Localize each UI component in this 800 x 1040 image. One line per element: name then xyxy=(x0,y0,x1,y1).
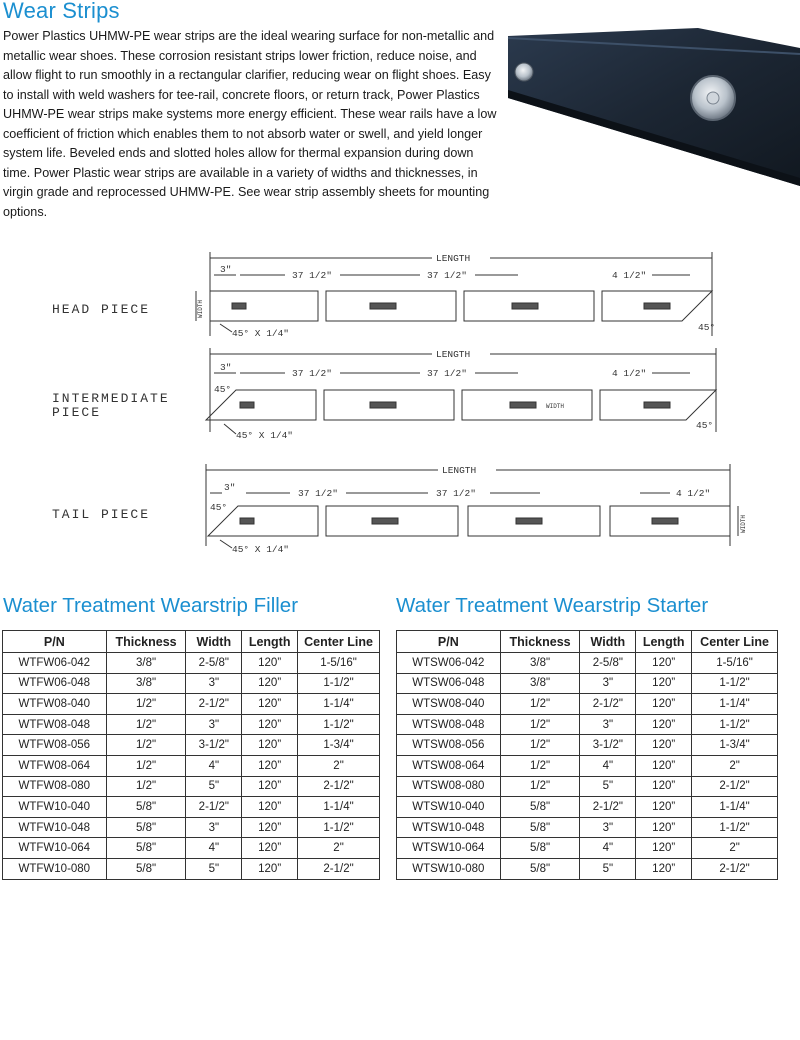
cell-center-line: 2" xyxy=(298,755,380,776)
head-dim-37-b: 37 1/2" xyxy=(427,270,467,281)
cell-width: 2-1/2" xyxy=(580,797,636,818)
intermediate-angle-top: 45° xyxy=(214,384,232,395)
col-pn: P/N xyxy=(397,631,501,653)
cell-length: 120” xyxy=(636,776,692,797)
cell-pn: WTSW10-040 xyxy=(397,797,501,818)
cell-length: 120” xyxy=(636,694,692,715)
cell-length: 120” xyxy=(242,797,298,818)
cell-thickness: 1/2" xyxy=(106,735,186,756)
table-row xyxy=(397,673,778,694)
starter-table-title: Water Treatment Wearstrip Starter xyxy=(396,594,709,617)
bolt-center xyxy=(707,92,719,104)
cell-width: 3" xyxy=(580,714,636,735)
cell-width: 5" xyxy=(580,858,636,879)
cell-center-line: 1-1/2" xyxy=(298,714,380,735)
col-length: Length xyxy=(242,631,298,653)
cell-thickness: 1/2" xyxy=(500,776,580,797)
cell-pn: WTSW08-080 xyxy=(397,776,501,797)
cell-width: 4" xyxy=(186,755,242,776)
table-row xyxy=(3,858,380,879)
table-row xyxy=(397,714,778,735)
tail-angle-top: 45° xyxy=(210,502,228,513)
cell-thickness: 5/8" xyxy=(500,797,580,818)
cell-center-line: 2-1/2" xyxy=(298,776,380,797)
table-row xyxy=(397,694,778,715)
cell-width: 3" xyxy=(580,817,636,838)
tail-dim-4: 4 1/2" xyxy=(676,488,711,499)
cell-width: 2-1/2" xyxy=(186,694,242,715)
col-center-line: Center Line xyxy=(298,631,380,653)
col-thickness: Thickness xyxy=(500,631,580,653)
cell-center-line: 1-5/16" xyxy=(692,653,778,674)
cell-pn: WTFW06-048 xyxy=(3,673,107,694)
cell-center-line: 2-1/2" xyxy=(692,858,778,879)
cell-length: 120” xyxy=(636,653,692,674)
table-row xyxy=(3,755,380,776)
cell-width: 3-1/2" xyxy=(186,735,242,756)
cell-thickness: 1/2" xyxy=(106,714,186,735)
cell-width: 3-1/2" xyxy=(580,735,636,756)
cell-center-line: 1-1/4" xyxy=(692,694,778,715)
table-row xyxy=(3,694,380,715)
intermediate-label-1: INTERMEDIATE xyxy=(52,391,170,406)
cell-thickness: 1/2" xyxy=(106,776,186,797)
cell-thickness: 3/8" xyxy=(106,653,186,674)
cell-pn: WTFW10-048 xyxy=(3,817,107,838)
cell-pn: WTSW08-056 xyxy=(397,735,501,756)
filler-table xyxy=(2,630,380,880)
head-chamfer-label: 45° X 1/4" xyxy=(232,328,290,339)
intermediate-dim-3: 3" xyxy=(220,362,232,373)
cell-thickness: 5/8" xyxy=(500,817,580,838)
cell-center-line: 1-3/4" xyxy=(692,735,778,756)
cell-pn: WTSW06-048 xyxy=(397,673,501,694)
head-piece-label: HEAD PIECE xyxy=(52,302,151,317)
table-row xyxy=(397,858,778,879)
cell-length: 120” xyxy=(636,714,692,735)
cell-length: 120” xyxy=(636,817,692,838)
table-row xyxy=(3,673,380,694)
col-thickness: Thickness xyxy=(106,631,186,653)
filler-header-row xyxy=(3,631,380,653)
cell-length: 120” xyxy=(636,838,692,859)
cell-pn: WTFW08-056 xyxy=(3,735,107,756)
cell-length: 120” xyxy=(636,735,692,756)
cell-thickness: 3/8" xyxy=(500,673,580,694)
tail-dim-37-b: 37 1/2" xyxy=(436,488,476,499)
col-pn: P/N xyxy=(3,631,107,653)
cell-length: 120” xyxy=(242,817,298,838)
table-row xyxy=(3,714,380,735)
cell-pn: WTSW10-080 xyxy=(397,858,501,879)
cell-pn: WTFW06-042 xyxy=(3,653,107,674)
table-row xyxy=(397,755,778,776)
head-dim-3: 3" xyxy=(220,264,232,275)
cell-pn: WTFW08-064 xyxy=(3,755,107,776)
cell-length: 120” xyxy=(242,714,298,735)
head-width-label: WIDTH xyxy=(197,299,204,318)
col-center-line: Center Line xyxy=(692,631,778,653)
cell-center-line: 2-1/2" xyxy=(298,858,380,879)
cell-center-line: 1-1/4" xyxy=(692,797,778,818)
table-row xyxy=(3,838,380,859)
intro-paragraph: Power Plastics UHMW-PE wear strips are the ideal wearing surface for non-metallic and metallic wear shoes. These corrosion resistant strips lower friction, reduce noise, and allow flight to run smoothly in a rectangular clarifier, reducing wear on flight shoes. Easy to install with weld washers for tee-rail, concrete floors, or return track, Power Plastics UHMW-PE wear strips make systems more energy efficient. These wear rails have a low coefficient of friction which enables them to not absorb water or swell, and yield longer system life. Beveled ends and slotted holes allow for thermal expansion during down time. Power Plastic wear strips are available in a variety of widths and thicknesses, in virgin grade and reprocessed UHMW-PE. See wear strip assembly sheets for mounting options. xyxy=(3,29,497,219)
tail-length-label: LENGTH xyxy=(442,465,477,476)
cell-thickness: 1/2" xyxy=(500,714,580,735)
cell-length: 120” xyxy=(242,776,298,797)
intermediate-label-2: PIECE xyxy=(52,405,102,420)
table-row xyxy=(3,817,380,838)
cell-thickness: 5/8" xyxy=(500,838,580,859)
cell-pn: WTFW08-080 xyxy=(3,776,107,797)
cell-width: 5" xyxy=(580,776,636,797)
cell-width: 3" xyxy=(186,714,242,735)
cell-length: 120” xyxy=(242,858,298,879)
cell-pn: WTFW10-064 xyxy=(3,838,107,859)
tail-chamfer-label: 45° X 1/4" xyxy=(232,544,290,555)
cell-center-line: 1-1/2" xyxy=(298,817,380,838)
intermediate-dim-37-b: 37 1/2" xyxy=(427,368,467,379)
wear-strip-drawing xyxy=(40,246,747,576)
cell-center-line: 1-1/2" xyxy=(692,817,778,838)
cell-center-line: 1-1/2" xyxy=(692,673,778,694)
cell-width: 2-1/2" xyxy=(580,694,636,715)
intermediate-dim-4: 4 1/2" xyxy=(612,368,647,379)
cell-pn: WTSW10-064 xyxy=(397,838,501,859)
cell-length: 120” xyxy=(242,673,298,694)
cell-center-line: 1-5/16" xyxy=(298,653,380,674)
cell-center-line: 2" xyxy=(692,838,778,859)
cell-pn: WTFW08-040 xyxy=(3,694,107,715)
cell-width: 2-5/8" xyxy=(186,653,242,674)
cell-length: 120” xyxy=(242,755,298,776)
cell-center-line: 2-1/2" xyxy=(692,776,778,797)
cell-length: 120” xyxy=(242,694,298,715)
cell-thickness: 1/2" xyxy=(500,755,580,776)
cell-width: 5" xyxy=(186,776,242,797)
cell-center-line: 1-1/2" xyxy=(692,714,778,735)
cell-pn: WTFW08-048 xyxy=(3,714,107,735)
cell-length: 120” xyxy=(242,653,298,674)
head-angle-label: 45° xyxy=(698,322,716,333)
table-row xyxy=(3,797,380,818)
table-row xyxy=(397,817,778,838)
cell-width: 4" xyxy=(580,838,636,859)
table-row xyxy=(3,776,380,797)
cell-pn: WTSW10-048 xyxy=(397,817,501,838)
cell-thickness: 1/2" xyxy=(106,694,186,715)
table-row xyxy=(397,838,778,859)
col-width: Width xyxy=(186,631,242,653)
cell-thickness: 5/8" xyxy=(106,797,186,818)
cell-width: 2-1/2" xyxy=(186,797,242,818)
col-length: Length xyxy=(636,631,692,653)
cell-thickness: 5/8" xyxy=(106,838,186,859)
table-row xyxy=(397,653,778,674)
intermediate-angle-bottom: 45° xyxy=(696,420,714,431)
cell-pn: WTFW10-080 xyxy=(3,858,107,879)
intermediate-piece-drawing xyxy=(52,348,716,441)
cell-width: 4" xyxy=(580,755,636,776)
page-title: Wear Strips xyxy=(3,0,120,23)
col-width: Width xyxy=(580,631,636,653)
cell-thickness: 1/2" xyxy=(500,694,580,715)
table-row xyxy=(397,797,778,818)
cell-thickness: 5/8" xyxy=(500,858,580,879)
cell-center-line: 1-1/4" xyxy=(298,694,380,715)
cell-center-line: 2" xyxy=(692,755,778,776)
table-row xyxy=(3,735,380,756)
cell-pn: WTSW08-040 xyxy=(397,694,501,715)
cell-width: 3" xyxy=(186,817,242,838)
cell-width: 3" xyxy=(580,673,636,694)
bolt-head-small xyxy=(515,63,533,81)
intermediate-length-label: LENGTH xyxy=(436,349,471,360)
table-row xyxy=(397,776,778,797)
starter-header-row xyxy=(397,631,778,653)
cell-center-line: 1-1/4" xyxy=(298,797,380,818)
cell-thickness: 1/2" xyxy=(500,735,580,756)
tail-piece-label: TAIL PIECE xyxy=(52,507,151,522)
table-row xyxy=(397,735,778,756)
cell-width: 2-5/8" xyxy=(580,653,636,674)
cell-pn: WTSW08-064 xyxy=(397,755,501,776)
cell-pn: WTFW10-040 xyxy=(3,797,107,818)
tail-dim-37-a: 37 1/2" xyxy=(298,488,338,499)
head-piece-drawing xyxy=(52,252,715,339)
cell-thickness: 3/8" xyxy=(106,673,186,694)
head-dim-4: 4 1/2" xyxy=(612,270,647,281)
cell-pn: WTSW08-048 xyxy=(397,714,501,735)
intermediate-width-label: WIDTH xyxy=(546,403,565,410)
head-segment-1 xyxy=(210,291,318,321)
tail-dim-3: 3" xyxy=(224,482,236,493)
cell-length: 120” xyxy=(636,755,692,776)
cell-thickness: 5/8" xyxy=(106,817,186,838)
cell-center-line: 1-3/4" xyxy=(298,735,380,756)
cell-thickness: 3/8" xyxy=(500,653,580,674)
cell-length: 120” xyxy=(242,735,298,756)
cell-width: 5" xyxy=(186,858,242,879)
cell-length: 120” xyxy=(636,797,692,818)
tail-width-label: WIDTH xyxy=(740,514,747,533)
cell-length: 120” xyxy=(636,858,692,879)
cell-thickness: 5/8" xyxy=(106,858,186,879)
cell-pn: WTSW06-042 xyxy=(397,653,501,674)
head-length-label: LENGTH xyxy=(436,253,471,264)
wear-strip-photo xyxy=(508,28,800,186)
tail-piece-drawing xyxy=(52,464,747,555)
starter-table xyxy=(396,630,778,880)
filler-table-title: Water Treatment Wearstrip Filler xyxy=(3,594,299,617)
cell-length: 120” xyxy=(636,673,692,694)
cell-width: 4" xyxy=(186,838,242,859)
cell-thickness: 1/2" xyxy=(106,755,186,776)
cell-length: 120” xyxy=(242,838,298,859)
intermediate-dim-37-a: 37 1/2" xyxy=(292,368,332,379)
cell-center-line: 1-1/2" xyxy=(298,673,380,694)
cell-center-line: 2" xyxy=(298,838,380,859)
table-row xyxy=(3,653,380,674)
intermediate-chamfer-label: 45° X 1/4" xyxy=(236,430,294,441)
cell-width: 3" xyxy=(186,673,242,694)
head-dim-37-a: 37 1/2" xyxy=(292,270,332,281)
